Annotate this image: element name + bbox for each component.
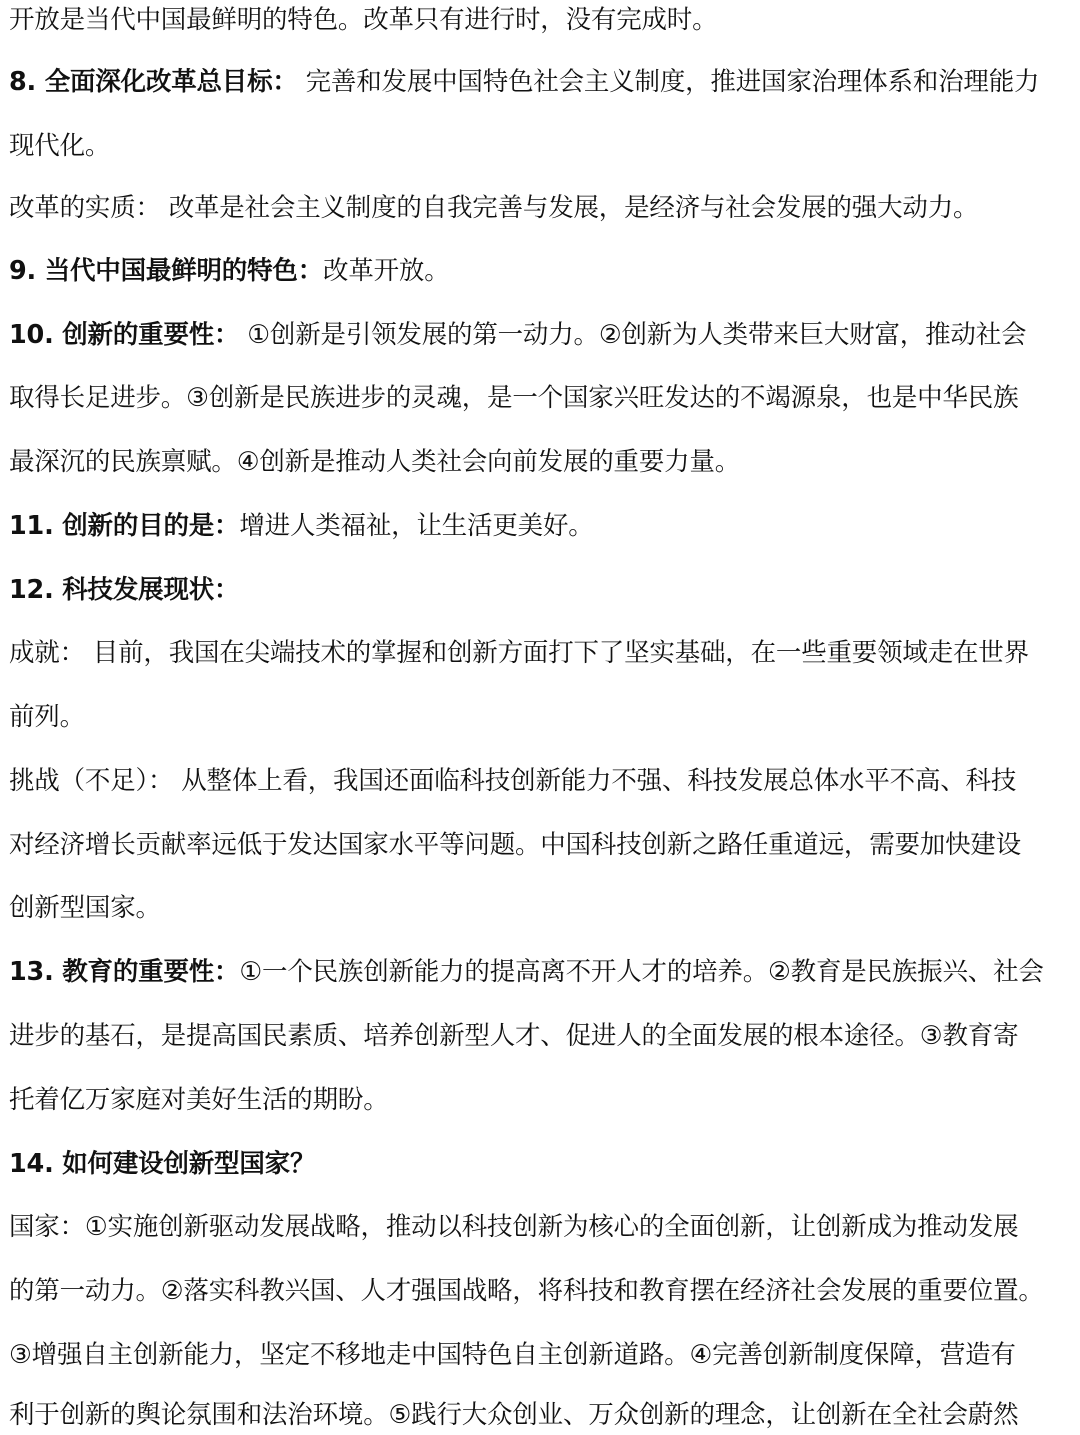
item-11-text: 增进人类福祉，让生活更美好。 [239, 511, 594, 541]
item-13-line-1 [9, 952, 1071, 992]
text-line: 国家：①实施创新驱动发展战略，推动以科技创新为核心的全面创新，让创新成为推动发展 [9, 1212, 1019, 1242]
text-line: 开放是当代中国最鲜明的特色。改革只有进行时，没有完成时。 [9, 5, 718, 35]
text-line: 最深沉的民族禀赋。④创新是推动人类社会向前发展的重要力量。 [9, 447, 741, 477]
item-8-heading: 8. 全面深化改革总目标： [9, 67, 298, 97]
text-line: 利于创新的舆论氛围和法治环境。⑤践行大众创业、万众创新的理念，让创新在全社会蔚然 [9, 1400, 1019, 1430]
item-10-heading: 10. 创新的重要性： [9, 320, 240, 350]
text-line: 托着亿万家庭对美好生活的期盼。 [9, 1085, 389, 1115]
item-11-line [9, 506, 1071, 546]
item-9-text: 改革开放。 [323, 256, 450, 286]
text-line: 取得长足进步。③创新是民族进步的灵魂，是一个国家兴旺发达的不竭源泉，也是中华民族 [9, 383, 1019, 413]
item-11-heading: 11. 创新的目的是： [9, 511, 240, 541]
item-8-line-1 [9, 62, 1071, 102]
text-line: 现代化。 [9, 131, 111, 161]
item-14-heading: 14. 如何建设创新型国家？ [9, 1149, 316, 1179]
item-13-text: ①一个民族创新能力的提高离不开人才的培养。②教育是民族振兴、社会 [239, 957, 1044, 987]
item-12-heading: 12. 科技发展现状： [9, 575, 240, 605]
text-line: 创新型国家。 [9, 893, 161, 923]
item-10-line-1 [9, 315, 1071, 355]
text-line: 对经济增长贡献率远低于发达国家水平等问题。中国科技创新之路任重道远，需要加快建设 [9, 830, 1022, 860]
text-line: 的第一动力。②落实科教兴国、人才强国战略，将科技和教育摆在经济社会发展的重要位置。 [9, 1276, 1044, 1306]
item-9-heading: 9. 当代中国最鲜明的特色： [9, 256, 324, 286]
text-line: 改革的实质： 改革是社会主义制度的自我完善与发展，是经济与社会发展的强大动力。 [9, 193, 979, 223]
item-13-heading: 13. 教育的重要性： [9, 957, 240, 987]
text-line: ③增强自主创新能力，坚定不移地走中国特色自主创新道路。④完善创新制度保障，营造有 [9, 1340, 1016, 1370]
item-8-text: 完善和发展中国特色社会主义制度，推进国家治理体系和治理能力 [297, 67, 1040, 97]
item-10-text: ①创新是引领发展的第一动力。②创新为人类带来巨大财富，推动社会 [239, 320, 1027, 350]
text-line: 成就： 目前，我国在尖端技术的掌握和创新方面打下了坚实基础，在一些重要领域走在世界 [9, 638, 1029, 668]
item-9-line [9, 251, 1071, 291]
text-line: 挑战（不足）： 从整体上看，我国还面临科技创新能力不强、科技发展总体水平不高、科技 [9, 766, 1017, 796]
text-line: 进步的基石，是提高国民素质、培养创新型人才、促进人的全面发展的根本途径。③教育寄 [9, 1021, 1019, 1051]
text-line: 前列。 [9, 702, 85, 732]
